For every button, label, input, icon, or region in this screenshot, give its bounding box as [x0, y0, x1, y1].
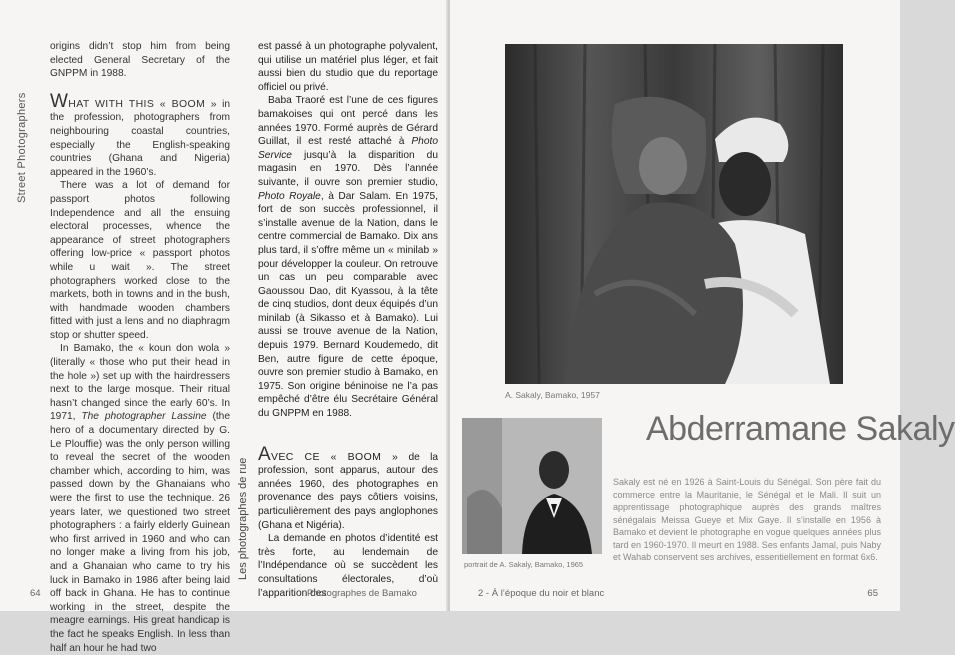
paragraph-text: de la profession, sont apparus, autour des années 1960, des photographes en provenance des pays côtiers voisins, particulièrement des pays anglophones (Ghana et Nigéria). — [258, 451, 438, 531]
italic-studio-name: Photo Service — [258, 136, 438, 161]
paragraph: There was a lot of demand for passport photos following Independence and all the ensuing electoral processes, whence the appearance of street photographers offering low-price « passport photos while u wait ». The street photographers worked close to the markets, both in towns and in the bush, with handmade wooden chambers fitted with just a lens and no diaphragm stop or shutter speed. — [50, 180, 230, 341]
couple-portrait-photo — [505, 44, 843, 384]
photo-illustration — [462, 418, 602, 554]
page-number: 65 — [867, 588, 878, 599]
running-head: Photographes de Bamako — [307, 588, 417, 599]
sakaly-portrait-photo — [462, 418, 602, 554]
english-text-column — [50, 40, 230, 655]
right-page — [450, 0, 955, 611]
paragraph-text: In Bamako, the « koun don wola » (literally « those who put their head in the hole ») set up with the hairdressers next to the large mosque. Their ritual hasn’t changed since the early 60’s. In 1971, — [50, 343, 230, 423]
paragraph: La demande en photos d’identité est très forte, au lendemain de l’Indépendance où se succèdent les consultations électorales, d’où l’apparition des — [258, 533, 438, 599]
photographer-name-title: Abderramane Sakaly — [646, 410, 955, 448]
paragraph: est passé à un photographe polyvalent, qui utilise un matériel plus léger, et fait aussi bien du studio que du reportage officiel ou privé. — [258, 41, 438, 93]
paragraph: origins didn’t stop him from being elected General Secretary of the GNPPM in 1988. — [50, 41, 230, 80]
drop-cap: A — [258, 443, 271, 465]
running-head: 2 - À l’époque du noir et blanc — [478, 588, 605, 599]
paragraph-text: , à Dar Salam. En 1975, fort de son succès professionnel, il s’installe avenue de la Nation, dans le centre commercial de Bamako. Dix ans plus tard, il s’offre même un « minilab » pour développer la couleur. On retrouve un cas un peu comparable avec Gaoussou Dao, dit Kyassou, à la tête de cinq studios, dont deux équipés d’un minilab (à Sikasso et à Bamako). Lui aussi se trouve avenue de la Nation, depuis 1979. Bernard Koudemedo, dit Ben, autre figure de cette époque, ouvre son premier studio à Bamako, en 1975. Son origine béninoise ne l’a pas empêché d’être élu Secrétaire Général du GNPPM en 1988. — [258, 190, 438, 420]
paragraph-text: Baba Traoré est l’une de ces figures bamakoises qui ont percé dans les années 1970. Formé auprès de Gérard Guillat, il est resté attaché à — [258, 95, 438, 148]
paragraph-boom-fr — [258, 443, 438, 533]
spacer — [258, 421, 438, 448]
photographer-bio: Sakaly est né en 1926 à Saint-Louis du Sénégal. Son père fait du commerce entre la Mauritanie, le Sénégal et le Mali. Il suit un apprentissage photographique auprès des grands maîtres sénégalais Meissa Gueye et Mix Gaye. Il s’installe en 1956 à Bamako et devient le photographe en vogue quelques années plus tard en 1960-1970. Il meurt en 1988. Ses enfants Jamal, puis Naby et Wahab conservent ses archives, essentiellement en format 6x6. — [613, 477, 881, 562]
paragraph-traore — [258, 94, 438, 420]
italic-title: The photographer Lassine — [81, 411, 207, 423]
paragraph-bamako — [50, 342, 230, 655]
french-text-column — [258, 40, 438, 600]
left-page — [0, 0, 448, 654]
vertical-section-title: Street Photographers — [16, 92, 28, 203]
paragraph-boom — [50, 90, 231, 180]
page-number: 64 — [30, 588, 41, 599]
main-photo-caption: A. Sakaly, Bamako, 1957 — [505, 390, 600, 400]
paragraph-text: jusqu’à la disparition du magasin en 1970. Dès l’année suivante, il ouvre son premier studio, — [258, 149, 438, 188]
small-caps-lead: VEC CE « BOOM » — [270, 450, 399, 463]
paragraph-text: (the hero of a documentary directed by G. Le Plouffie) was the only person willing to reveal the secret of the wooden chamber which, according to him, was passed down by the Ghanaians who were the first to use the technique. 26 years later, we questioned two street photographers : a fairly elderly Guinean who first arrived in 1960 and who can no longer make a living from his job, and a Ghanaian who came to try his luck in Bamako in 1986 after being laid off back in Ghana. He has to continue working in the street, despite the meagre earnings. His great handicap is the fact he speaks English. In less than half an hour he had two — [50, 411, 231, 654]
italic-studio-name: Photo Royale — [258, 190, 321, 202]
vertical-section-title-fr: Les photographes de rue — [237, 457, 249, 580]
drop-cap: W — [50, 90, 69, 112]
small-photo-caption: portrait de A. Sakaly, Bamako, 1965 — [464, 560, 584, 569]
photo-illustration — [505, 44, 843, 384]
small-caps-lead: HAT WITH THIS « BOOM » — [68, 97, 218, 110]
paragraph-text: in the profession, photographers from neighbouring coastal countries, especially the English-speaking countries (Ghana and Nigeria) appeared in the 1960’s. — [50, 98, 231, 178]
